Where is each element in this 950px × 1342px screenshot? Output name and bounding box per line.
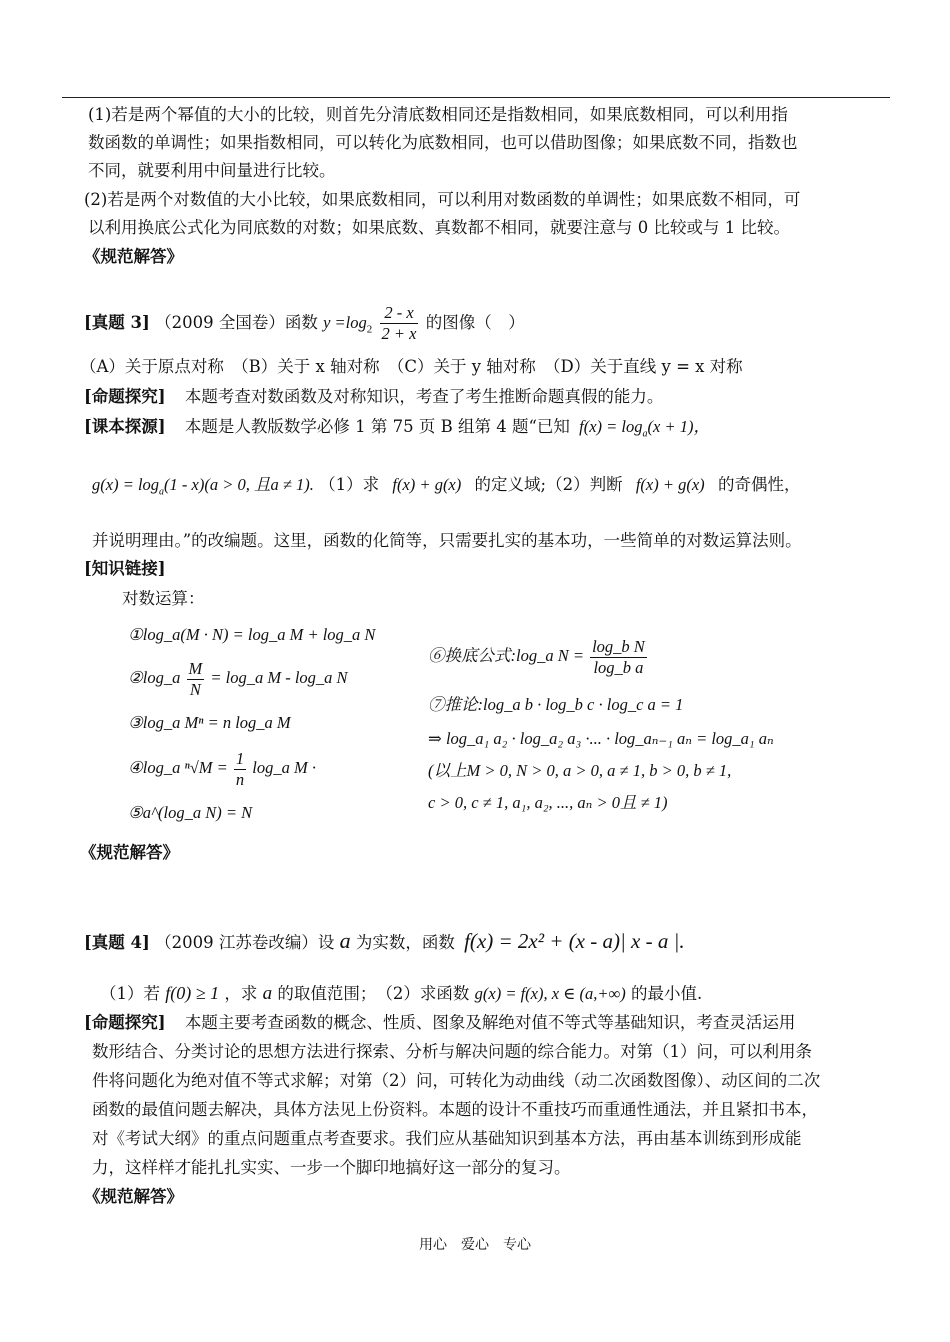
q3-g-def-tail: (1 - x)(a > 0, 且a ≠ 1). [164, 475, 314, 494]
formula-6-den: log_b a [593, 657, 644, 677]
q4-q2-func: g(x) = f(x), x ∈ (a,+∞) [474, 984, 626, 1003]
q3-source-text: 本题是人教版数学必修 1 第 75 页 B 组第 4 题“已知 [184, 417, 570, 436]
formula-4-rhs: log_a M · [252, 758, 316, 777]
q4-q1-tail: ，求 [224, 984, 258, 1003]
para1-line3: 不同，就要利用中间量进行比较。 [88, 161, 336, 180]
formula-2-rhs: = log_a M - log_a N [210, 668, 348, 687]
q3-frac-num: 2 - x [380, 303, 419, 324]
formula-2-num: M [188, 658, 203, 678]
q4-line5: 对《考试大纲》的重点问题重点考查要求。我们应从基础知识到基本方法，再由基本训练到形成能 [92, 1129, 802, 1148]
q4-q1: （1）若 [100, 984, 160, 1003]
formula-5: ⑤a^(log_a N) = N [128, 803, 253, 822]
q4-line4: 函数的最值问题去解决，具体方法见上份资料。本题的设计不重技巧而重通性通法，并且紧扣书本， [92, 1100, 818, 1119]
formula-2-lhs: ②log_a [128, 668, 181, 687]
q3-explore-text: 本题考查对数函数及对称知识，考查了考生推断命题真假的能力。 [184, 387, 664, 406]
formula-2-den: N [189, 679, 201, 699]
q3-frac-den: 2 + x [381, 324, 417, 343]
header-rule [62, 97, 890, 98]
q3-tag: [真题 3] [84, 313, 150, 332]
q4-q2-tail: 的最小值. [631, 984, 703, 1003]
q3-source: （2009 全国卷）函数 [155, 313, 318, 332]
q4-var-a-2: a [262, 983, 273, 1004]
q3-fraction [380, 303, 419, 344]
q4-q1-cond: f(0) ≥ 1 [165, 983, 220, 1003]
q4-explore-tag: [命题探究] [84, 1013, 166, 1032]
answer-heading: 《规范解答》 [84, 247, 183, 266]
formula-6-frac [590, 637, 647, 678]
formula-2-frac [187, 659, 205, 700]
q3-g-line [92, 474, 800, 503]
para1-line2: 数函数的单调性；如果指数相同，可以转化为底数相同，也可以借助图像；如果底数不同，指数也 [88, 133, 798, 152]
q3-options: （A）关于原点对称 （B）关于 x 轴对称 （C）关于 y 轴对称 （D）关于直线 y = x 对称 [80, 357, 743, 376]
q4-tag: [真题 4] [84, 933, 150, 952]
q4-func: f(x) = 2x² + (x - a)| x - a |. [464, 929, 685, 953]
formula-4-lhs: ④log_a ⁿ√M = [128, 758, 228, 777]
formula-4-num: 1 [235, 748, 245, 768]
formula-4-frac [234, 749, 246, 790]
q3-explore [84, 386, 663, 408]
formula-3: ③log_a Mⁿ = n log_a M [128, 713, 291, 732]
q3-explore-tag: [命题探究] [84, 387, 166, 406]
formula-8: ⇒ log_a₁ a₂ · log_a₂ a₃ ·... · log_aₙ₋₁ aₙ = log_a₁ aₙ [428, 729, 774, 748]
q3-fg-2: f(x) + g(x) [635, 475, 705, 494]
page-footer: 用心 爱心 专心 [419, 1237, 531, 1253]
q3-source-line [84, 416, 710, 445]
q3-func-lhs: y =log [323, 313, 367, 332]
q4-line1: 本题主要考查函数的概念、性质、图象及解绝对值不等式等基础知识，考查灵活运用 [184, 1013, 796, 1032]
q3-g-q2-tail: 的奇偶性， [717, 475, 801, 494]
formula-7: ⑦推论:log_a b · log_b c · log_c a = 1 [428, 695, 684, 714]
q3-fg-1: f(x) + g(x) [392, 475, 462, 494]
q3-f-def-sub: a [642, 428, 648, 440]
q4-q1-tail2: 的取值范围； （2）求函数 [277, 984, 470, 1003]
formula-4-den: n [235, 769, 245, 789]
q4-var-a: a [339, 928, 351, 953]
q3-line-end: 并说明理由。”的改编题。这里，函数的化简等，只需要扎实的基本功，一些简单的对数运算法则。 [92, 531, 802, 550]
q3-g-def-sub: a [159, 486, 165, 498]
q3-tail: 的图像（ ） [425, 313, 525, 332]
answer-heading-2: 《规范解答》 [80, 843, 179, 862]
q4-questions [100, 982, 702, 1005]
q3-source-tag: [课本探源] [84, 417, 166, 436]
q4-explore-1 [84, 1012, 795, 1034]
q4-line6: 力，这样样才能扎扎实实、一步一个脚印地搞好这一部分的复习。 [92, 1158, 571, 1177]
formula-10: c > 0, c ≠ 1, a₁, a₂, ..., aₙ > 0且 ≠ 1) [428, 793, 668, 812]
q3-func-base: 2 [366, 323, 373, 336]
q4-source: （2009 江苏卷改编）设 [155, 933, 335, 952]
q3-g-q1-tail: 的定义域;（2）判断 [474, 475, 623, 494]
q4-line2: 数形结合、分类讨论的思想方法进行探索、分析与解决问题的综合能力。对第（1）问，可以利用条 [92, 1042, 812, 1061]
answer-heading-3: 《规范解答》 [84, 1187, 183, 1206]
q4-mid: 为实数，函数 [355, 933, 455, 952]
formula-9: (以上M > 0, N > 0, a > 0, a ≠ 1, b > 0, b ≠ 1, [428, 761, 732, 780]
formula-4 [128, 746, 316, 790]
para1-line1: (1)若是两个幂值的大小的比较，则首先分清底数相同还是指数相同，如果底数相同，可以利用指 [88, 105, 788, 124]
formula-2 [128, 656, 348, 700]
q4-line3: 件将问题化为绝对值不等式求解；对第（2）问，可转化为动曲线（动二次函数图像）、动区间的二次 [92, 1071, 821, 1090]
q3-f-def-tail: (x + 1)， [647, 417, 710, 436]
formula-6-num: log_b N [592, 636, 645, 656]
formula-6-lhs: ⑥换底公式:log_a N = [428, 646, 584, 665]
q3-f-def: f(x) = log [579, 417, 643, 436]
q3-knowledge-tag: [知识链接] [84, 559, 166, 578]
para2-line1: (2)若是两个对数值的大小比较，如果底数相同，可以利用对数函数的单调性；如果底数不相同，可 [84, 190, 801, 209]
para2-line2: 以利用换底公式化为同底数的对数；如果底数、真数都不相同，就要注意与 0 比较或与 1 比较。 [88, 218, 790, 237]
formula-1: ①log_a(M · N) = log_a M + log_a N [128, 625, 376, 644]
q3-log-ops: 对数运算： [122, 589, 205, 608]
q4-statement [84, 930, 685, 954]
q3-g-q1: （1）求 [319, 475, 380, 494]
q3-statement [84, 302, 525, 350]
formula-6 [428, 634, 649, 678]
q3-g-def: g(x) = log [92, 475, 160, 494]
